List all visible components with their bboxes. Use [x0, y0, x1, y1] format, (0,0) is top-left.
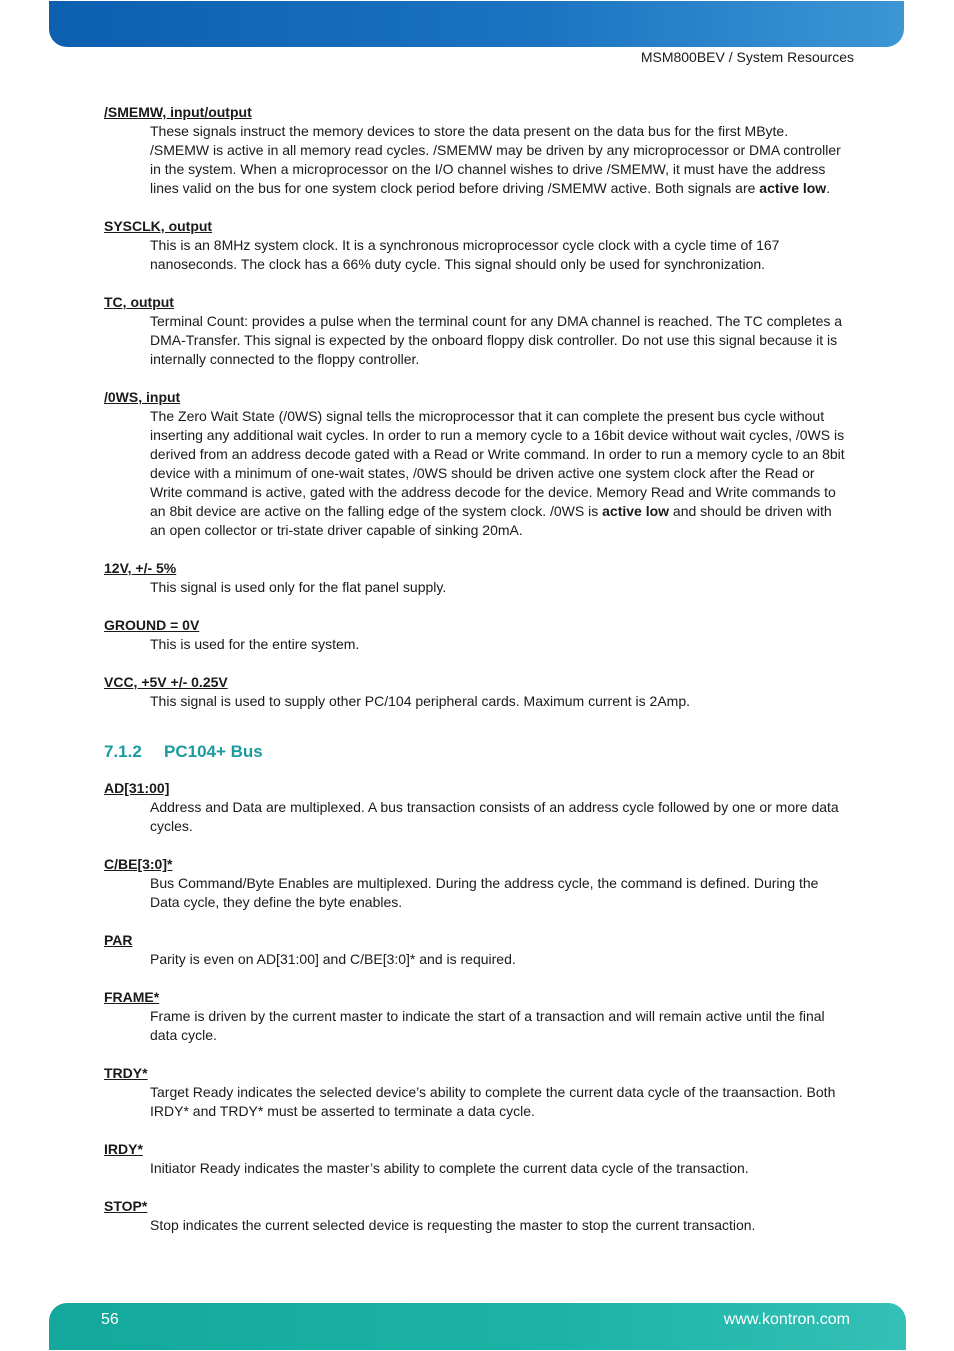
signal-entry: [104, 779, 849, 836]
signal-description: [150, 798, 849, 836]
signal-description: [150, 635, 849, 654]
document-title: MSM800BEV / System Resources: [640, 49, 854, 65]
footer-bar: [49, 1303, 906, 1350]
signal-list-pci: [104, 779, 849, 1235]
description-text: This signal is used only for the flat panel supply.: [150, 579, 447, 595]
description-text: Bus Command/Byte Enables are multiplexed. During the address cycle, the command is defined. During the Data cycle, they define the byte enables.: [150, 875, 819, 910]
signal-description: [150, 122, 849, 198]
signal-entry: [104, 1197, 849, 1235]
emphasis-text: active low: [602, 503, 670, 519]
description-text: Stop indicates the current selected device is requesting the master to stop the current transaction.: [150, 1217, 756, 1233]
signal-entry: [104, 988, 849, 1045]
signal-term: C/BE[3:0]*: [104, 856, 173, 872]
signal-entry: [104, 1064, 849, 1121]
description-text: Initiator Ready indicates the master’s ability to complete the current data cycle of the transaction.: [150, 1160, 749, 1176]
section-heading: [104, 741, 849, 763]
description-text: Address and Data are multiplexed. A bus transaction consists of an address cycle followed by one or more data cycles.: [150, 799, 839, 834]
signal-description: [150, 312, 849, 369]
description-text: This signal is used to supply other PC/104 peripheral cards. Maximum current is 2Amp.: [150, 693, 691, 709]
signal-term: IRDY*: [104, 1141, 143, 1157]
description-text: The Zero Wait State (/0WS) signal tells the microprocessor that it can complete the present bus cycle without inserting any additional wait cycles. In order to run a memory cycle to a 16bit device without wait cycles, /0WS is derived from an address decode gated with a Read or Write command. In order to run a memory cycle to an 8bit device with a minimum of one-wait states, /0WS should be driven active one system clock after the Read or Write command is active, gated with the address decode for the device. Memory Read and Write commands to an 8bit device are active on the falling edge of the system clock. /0WS is: [150, 408, 845, 519]
signal-description: [150, 1216, 849, 1235]
description-text: This is used for the entire system.: [150, 636, 360, 652]
signal-description: [150, 236, 849, 274]
signal-term: VCC, +5V +/- 0.25V: [104, 674, 228, 690]
signal-description: [150, 1007, 849, 1045]
section-title: PC104+ Bus: [164, 742, 263, 761]
signal-term: /0WS, input: [104, 389, 181, 405]
description-text: This is an 8MHz system clock. It is a synchronous microprocessor cycle clock with a cycle time of 167 nanoseconds. The clock has a 66% duty cycle. This signal should only be used for synchronization.: [150, 237, 780, 272]
description-text: and should be driven with an open collector or tri-state driver capable of sinking 20mA.: [150, 503, 832, 538]
signal-description: [150, 1159, 849, 1178]
signal-entry: [104, 616, 849, 654]
signal-term: GROUND = 0V: [104, 617, 200, 633]
signal-entry: [104, 1140, 849, 1178]
signal-term: AD[31:00]: [104, 780, 170, 796]
signal-term: STOP*: [104, 1198, 148, 1214]
signal-description: [150, 1083, 849, 1121]
signal-entry: [104, 293, 849, 369]
signal-term: SYSCLK, output: [104, 218, 213, 234]
signal-entry: [104, 388, 849, 540]
description-text: .: [826, 180, 831, 196]
signal-entry: [104, 103, 849, 198]
signal-entry: [104, 931, 849, 969]
page-number: 56: [101, 1311, 119, 1328]
emphasis-text: active low: [759, 180, 827, 196]
header-bar: [49, 1, 904, 47]
signal-term: PAR: [104, 932, 133, 948]
signal-entry: [104, 673, 849, 711]
section-number: 7.1.2: [104, 742, 142, 761]
signal-term: TRDY*: [104, 1065, 148, 1081]
signal-list-isa: [104, 103, 849, 711]
description-text: Frame is driven by the current master to indicate the start of a transaction and will remain active until the final data cycle.: [150, 1008, 825, 1043]
signal-term: FRAME*: [104, 989, 160, 1005]
description-text: Target Ready indicates the selected device’s ability to complete the current data cycle of the traansaction. Both IRDY* and TRDY* must be asserted to terminate a data cycle.: [150, 1084, 836, 1119]
signal-description: [150, 874, 849, 912]
signal-entry: [104, 855, 849, 912]
description-text: Terminal Count: provides a pulse when the terminal count for any DMA channel is reached. The TC completes a DMA-Transfer. This signal is expected by the onboard floppy disk controller. Do not use this signal because it is internally connected to the floppy controller.: [150, 313, 843, 367]
signal-description: [150, 950, 849, 969]
page-content: [104, 103, 849, 1235]
signal-term: /SMEMW, input/output: [104, 104, 252, 120]
signal-entry: [104, 559, 849, 597]
description-text: These signals instruct the memory devices to store the data present on the data bus for the first MByte. /SMEMW is active in all memory read cycles. /SMEMW may be driven by any microprocessor or DMA controller in the system. When a microprocessor on the I/O channel wishes to drive /SMEMW, it must have the address lines valid on the bus for one system clock period before driving /SMEMW active. Both signals are: [150, 123, 841, 196]
signal-term: TC, output: [104, 294, 174, 310]
signal-description: [150, 692, 849, 711]
description-text: Parity is even on AD[31:00] and C/BE[3:0]* and is required.: [150, 951, 516, 967]
signal-entry: [104, 217, 849, 274]
signal-term: 12V, +/- 5%: [104, 560, 177, 576]
footer-url[interactable]: www.kontron.com: [723, 1311, 850, 1328]
signal-description: [150, 407, 849, 540]
signal-description: [150, 578, 849, 597]
